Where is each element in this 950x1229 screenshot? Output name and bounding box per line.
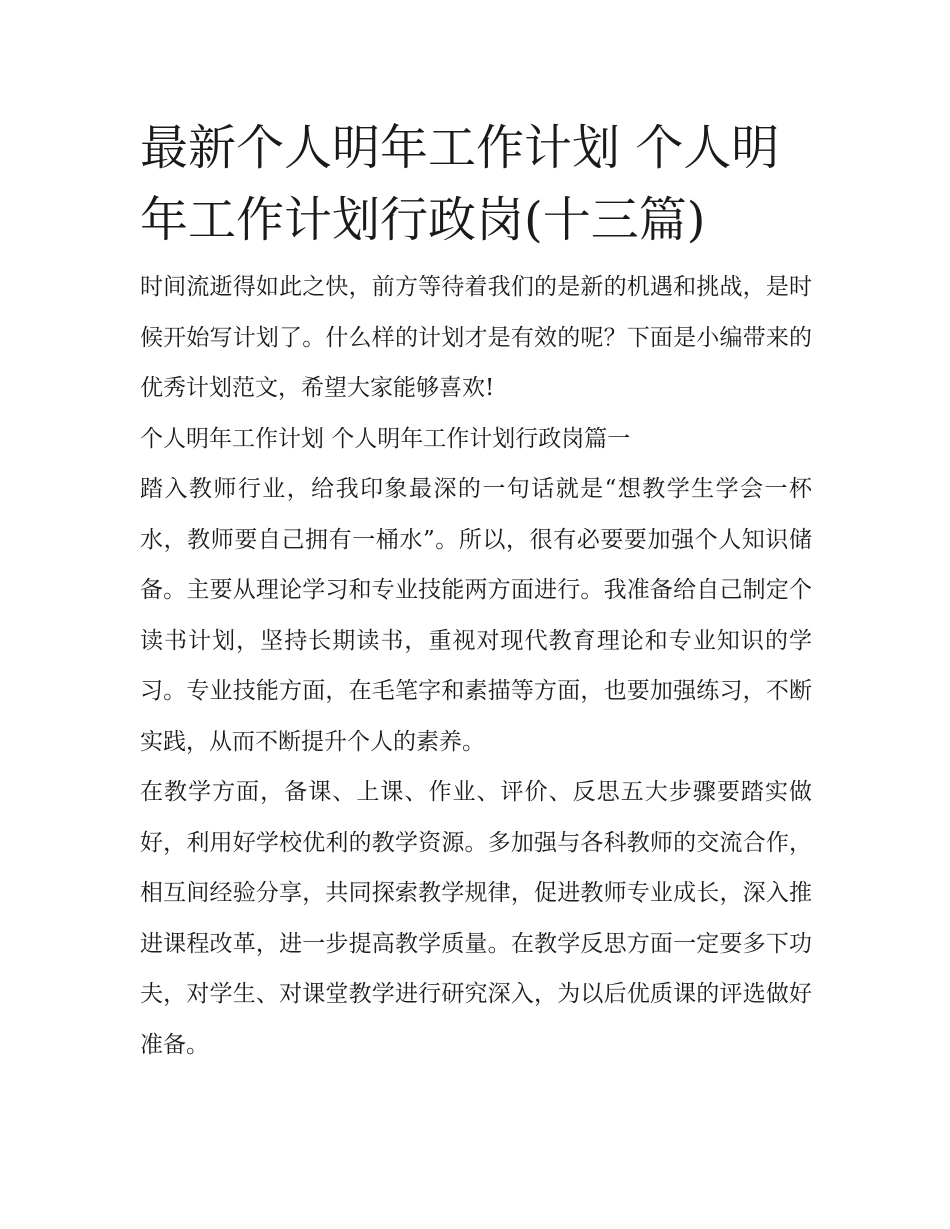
section-heading: 个人明年工作计划 个人明年工作计划行政岗篇一 [140, 425, 631, 452]
intro-paragraph: 时间流逝得如此之快，前方等待着我们的是新的机遇和挑战，是时候开始写计划了。什么样的计划才是有效的呢？下面是小编带来的优秀计划范文，希望大家能够喜欢! [140, 274, 812, 401]
document-page [140, 112, 812, 1070]
document-title: 最新个人明年工作计划 个人明年工作计划行政岗(十三篇) [140, 120, 780, 248]
body-paragraph-2: 在教学方面，备课、上课、作业、评价、反思五大步骤要踏实做好，利用好学校优利的教学资源。多加强与各科教师的交流合作，相互间经验分享，共同探索教学规律，促进教师专业成长，深入推进课程改革，进一步提高教学质量。在教学反思方面一定要多下功夫，对学生、对课堂教学进行研究深入，为以后优质课的评选做好准备。 [140, 779, 812, 1058]
body-paragraph-1: 踏入教师行业，给我印象最深的一句话就是“想教学生学会一杯水，教师要自己拥有一桶水”。所以，很有必要要加强个人知识储备。主要从理论学习和专业技能两方面进行。我准备给自己制定个读书计划，坚持长期读书，重视对现代教育理论和专业知识的学习。专业技能方面，在毛笔字和素描等方面，也要加强练习，不断实践，从而不断提升个人的素养。 [140, 476, 812, 755]
